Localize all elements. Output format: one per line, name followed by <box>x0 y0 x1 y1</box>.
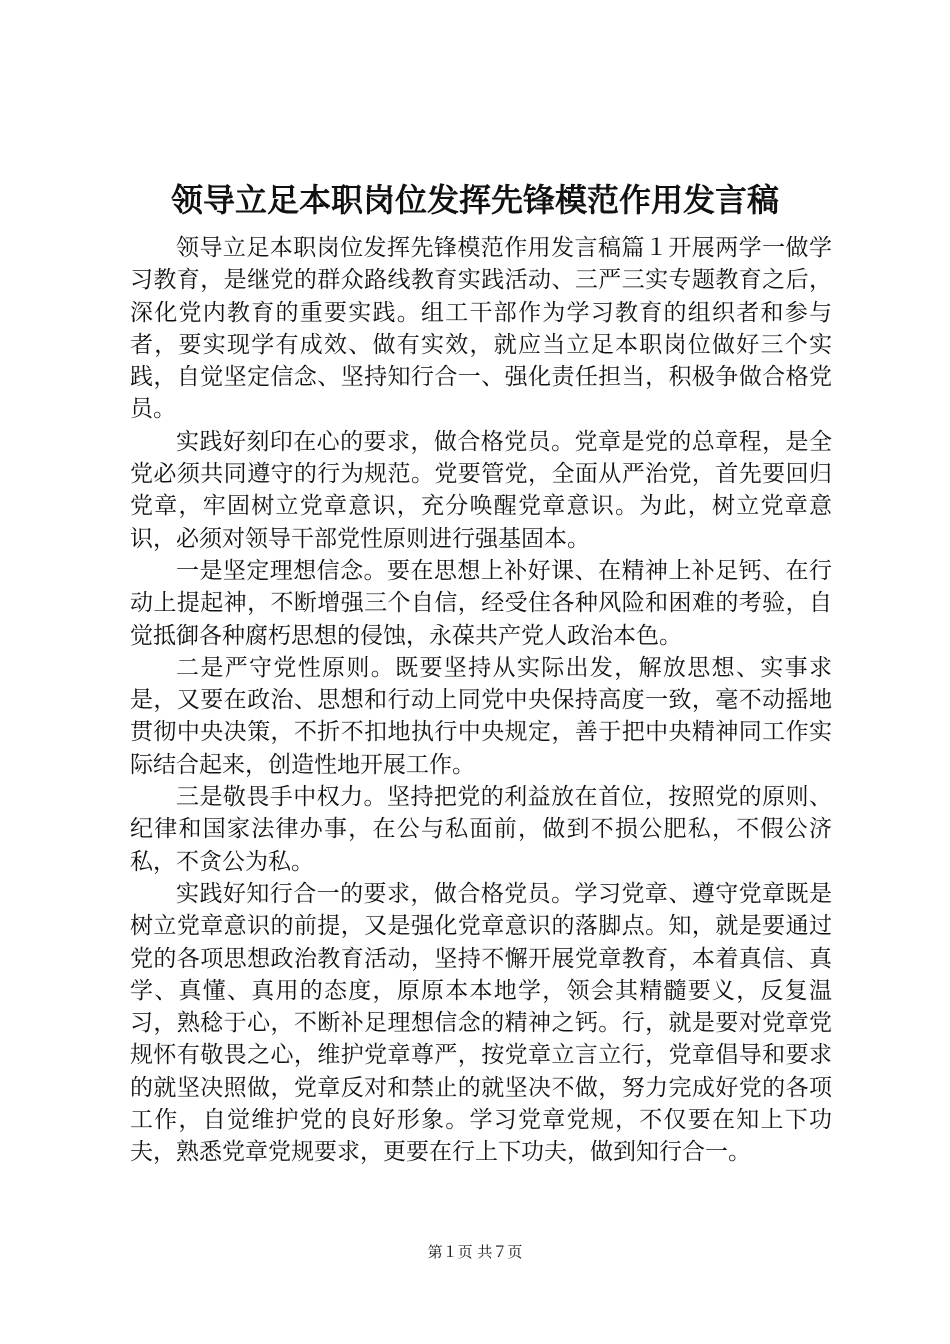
document-body <box>130 232 832 1169</box>
paragraph-4: 二是严守党性原则。既要坚持从实际出发，解放思想、实事求是，又要在政治、思想和行动上同党中央保持高度一致，毫不动摇地贯彻中央决策，不折不扣地执行中央规定，善于把中央精神同工作实际结合起来，创造性地开展工作。 <box>130 654 832 778</box>
paragraph-3: 一是坚定理想信念。要在思想上补好课、在精神上补足钙、在行动上提起神，不断增强三个自信，经受住各种风险和困难的考验，自觉抵御各种腐朽思想的侵蚀，永葆共产党人政治本色。 <box>130 557 832 649</box>
document-title: 领导立足本职岗位发挥先锋模范作用发言稿 <box>170 181 779 219</box>
paragraph-5: 三是敬畏手中权力。坚持把党的利益放在首位，按照党的原则、纪律和国家法律办事，在公与私面前，做到不损公肥私，不假公济私，不贪公为私。 <box>130 784 832 875</box>
paragraph-2: 实践好刻印在心的要求，做合格党员。党章是党的总章程，是全党必须共同遵守的行为规范。党要管党，全面从严治党，首先要回归党章，牢固树立党章意识，充分唤醒党章意识。为此，树立党章意识，必须对领导干部党性原则进行强基固本。 <box>130 428 832 552</box>
paragraph-6: 实践好知行合一的要求，做合格党员。学习党章、遵守党章既是树立党章意识的前提，又是强化党章意识的落脚点。知，就是要通过党的各项思想政治教育活动，坚持不懈开展党章教育，本着真信、真学、真懂、真用的态度，原原本本地学，领会其精髓要义，反复温习，熟稔于心，不断补足理想信念的精神之钙。行，就是要对党章党规怀有敬畏之心，维护党章尊严，按党章立言立行，党章倡导和要求的就坚决照做，党章反对和禁止的就坚决不做，努力完成好党的各项工作，自觉维护党的良好形象。学习党章党规，不仅要在知上下功夫，熟悉党章党规要求，更要在行上下功夫，做到知行合一。 <box>130 880 832 1166</box>
paragraph-1: 领导立足本职岗位发挥先锋模范作用发言稿篇１开展两学一做学习教育，是继党的群众路线教育实践活动、三严三实专题教育之后，深化党内教育的重要实践。组工干部作为学习教育的组织者和参与者，要实现学有成效、做有实效，就应当立足本职岗位做好三个实践，自觉坚定信念、坚持知行合一、强化责任担当，积极争做合格党员。 <box>130 235 832 423</box>
page-footer: 第１页 共７页 <box>427 1243 523 1261</box>
